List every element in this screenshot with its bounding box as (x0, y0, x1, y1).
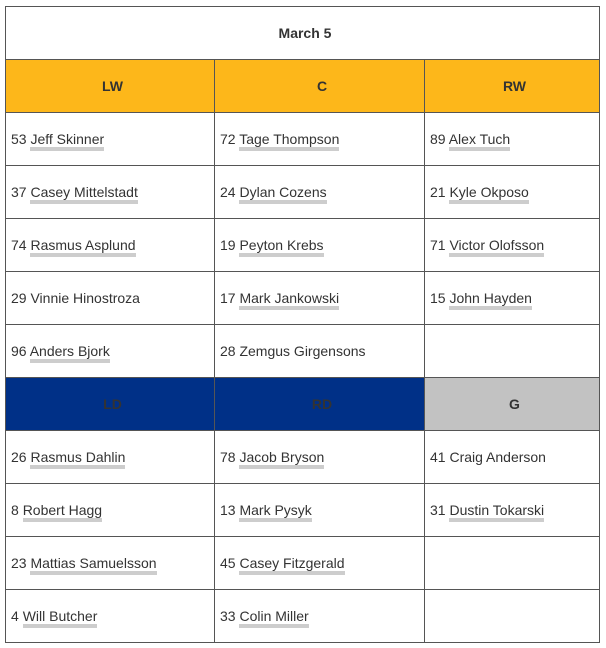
position-header-g: G (425, 378, 600, 431)
jersey-number: 17 (220, 290, 236, 306)
forwards-header-row (6, 60, 600, 113)
player-cell (215, 166, 425, 219)
player-cell (215, 537, 425, 590)
player-cell (215, 272, 425, 325)
player-link[interactable]: Rasmus Asplund (30, 237, 135, 257)
player-link[interactable]: Alex Tuch (449, 131, 510, 151)
player-link[interactable]: Jeff Skinner (30, 131, 104, 151)
player-cell (6, 537, 215, 590)
player-link[interactable]: Kyle Okposo (449, 184, 528, 204)
player-cell (425, 431, 600, 484)
jersey-number: 71 (430, 237, 446, 253)
jersey-number: 29 (11, 290, 27, 306)
player-cell (425, 113, 600, 166)
position-header-ld: LD (6, 378, 215, 431)
table-row (6, 484, 600, 537)
jersey-number: 23 (11, 555, 27, 571)
jersey-number: 78 (220, 449, 236, 465)
player-link[interactable]: Robert Hagg (23, 502, 102, 522)
player-name: Zemgus Girgensons (239, 343, 366, 359)
jersey-number: 96 (11, 343, 27, 359)
jersey-number: 24 (220, 184, 236, 200)
position-header-lw: LW (6, 60, 215, 113)
position-header-rw: RW (425, 60, 600, 113)
player-cell (6, 219, 215, 272)
jersey-number: 28 (220, 343, 236, 359)
player-link[interactable]: Tage Thompson (239, 131, 339, 151)
player-cell (425, 272, 600, 325)
player-cell (215, 484, 425, 537)
player-link[interactable]: Colin Miller (239, 608, 308, 628)
player-name: Vinnie Hinostroza (30, 290, 140, 306)
player-cell (6, 484, 215, 537)
player-cell (215, 431, 425, 484)
player-cell (425, 219, 600, 272)
jersey-number: 89 (430, 131, 446, 147)
player-link[interactable]: Casey Mittelstadt (30, 184, 137, 204)
player-link[interactable]: Mark Pysyk (239, 502, 311, 522)
jersey-number: 26 (11, 449, 27, 465)
player-cell (425, 484, 600, 537)
player-cell (6, 113, 215, 166)
player-cell (215, 590, 425, 643)
jersey-number: 21 (430, 184, 446, 200)
player-link[interactable]: Dylan Cozens (239, 184, 326, 204)
position-header-rd: RD (215, 378, 425, 431)
jersey-number: 45 (220, 555, 236, 571)
table-row (6, 166, 600, 219)
player-link[interactable]: Will Butcher (23, 608, 98, 628)
player-link[interactable]: Mark Jankowski (239, 290, 339, 310)
player-cell (215, 113, 425, 166)
player-cell (6, 272, 215, 325)
jersey-number: 19 (220, 237, 236, 253)
player-cell (425, 166, 600, 219)
player-link[interactable]: Rasmus Dahlin (30, 449, 125, 469)
jersey-number: 72 (220, 131, 236, 147)
lineup-date-title: March 5 (6, 7, 600, 60)
jersey-number: 33 (220, 608, 236, 624)
lineup-table (5, 6, 600, 643)
table-row (6, 113, 600, 166)
player-link[interactable]: Victor Olofsson (449, 237, 544, 257)
table-row (6, 272, 600, 325)
player-cell (215, 325, 425, 378)
player-cell (6, 590, 215, 643)
player-link[interactable]: Mattias Samuelsson (30, 555, 156, 575)
jersey-number: 31 (430, 502, 446, 518)
jersey-number: 53 (11, 131, 27, 147)
jersey-number: 13 (220, 502, 236, 518)
player-link[interactable]: John Hayden (449, 290, 532, 310)
jersey-number: 4 (11, 608, 19, 624)
table-row (6, 537, 600, 590)
player-link[interactable]: Anders Bjork (30, 343, 110, 363)
empty-cell (425, 537, 600, 590)
defense-header-row (6, 378, 600, 431)
table-row (6, 219, 600, 272)
table-row (6, 590, 600, 643)
empty-cell (425, 590, 600, 643)
player-link[interactable]: Casey Fitzgerald (239, 555, 344, 575)
lineup-container (5, 6, 600, 643)
player-cell (6, 431, 215, 484)
lineup-body (6, 7, 600, 643)
player-cell (6, 325, 215, 378)
player-link[interactable]: Jacob Bryson (239, 449, 324, 469)
table-row (6, 325, 600, 378)
player-cell (215, 219, 425, 272)
player-cell (6, 166, 215, 219)
empty-cell (425, 325, 600, 378)
jersey-number: 74 (11, 237, 27, 253)
jersey-number: 37 (11, 184, 27, 200)
player-link[interactable]: Peyton Krebs (239, 237, 323, 257)
jersey-number: 8 (11, 502, 19, 518)
jersey-number: 41 (430, 449, 446, 465)
table-row (6, 431, 600, 484)
position-header-c: C (215, 60, 425, 113)
title-row (6, 7, 600, 60)
player-name: Craig Anderson (449, 449, 546, 465)
jersey-number: 15 (430, 290, 446, 306)
player-link[interactable]: Dustin Tokarski (449, 502, 544, 522)
